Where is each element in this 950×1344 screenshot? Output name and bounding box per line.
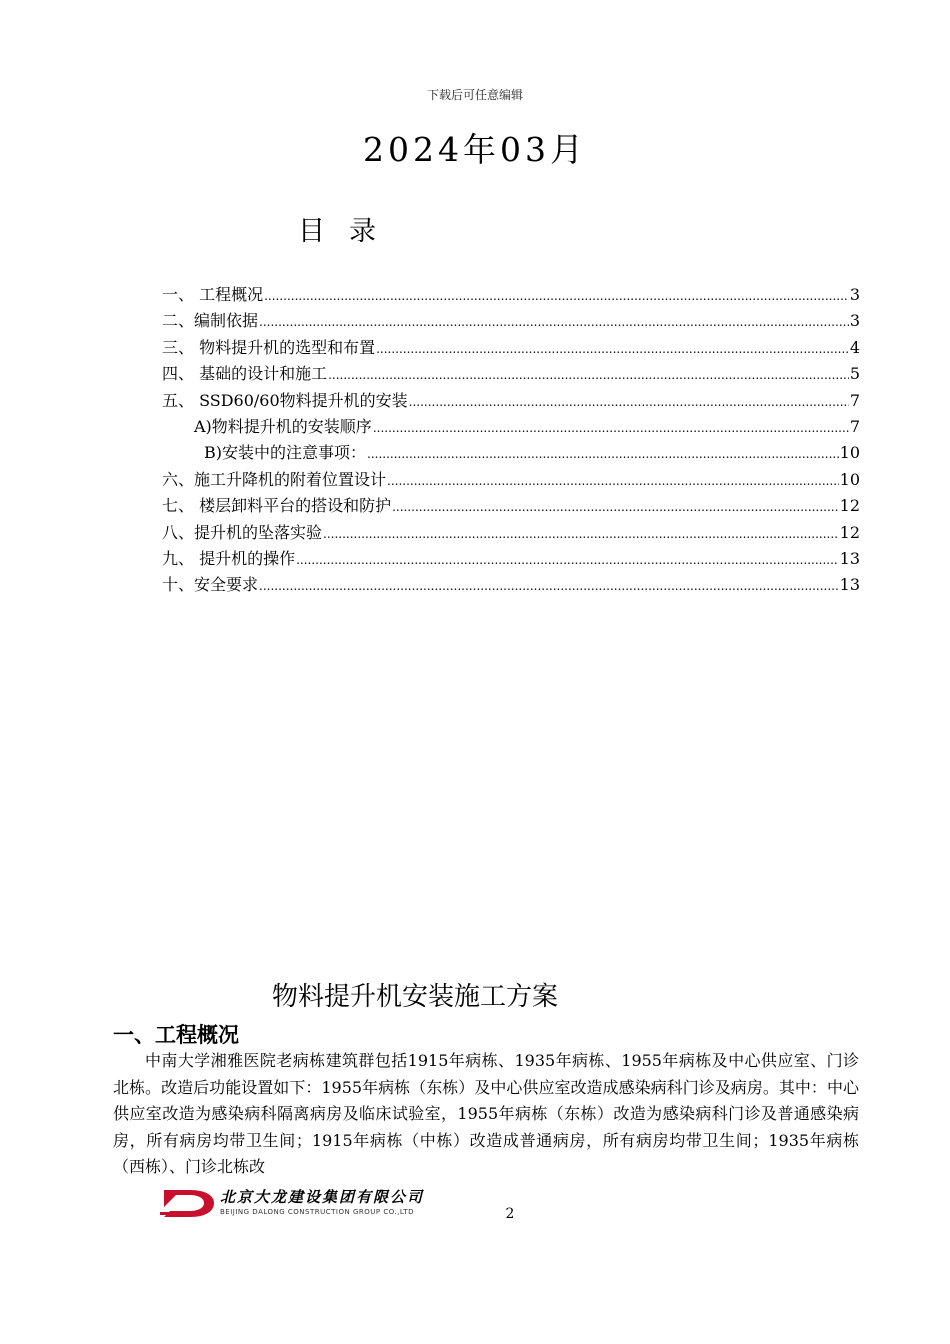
toc-item-label: 一、 工程概况 — [162, 285, 264, 304]
dalong-logo-icon — [160, 1186, 218, 1220]
toc-item-label: B)安装中的注意事项： — [204, 443, 367, 463]
toc-item-page: 7 — [849, 416, 860, 436]
toc-item-page: 4 — [849, 337, 860, 357]
toc-item-page: 3 — [849, 311, 860, 331]
toc-item-label: 四、 基础的设计和施工 — [162, 364, 328, 384]
document-title-text: 物料提升机安装施工方案 — [271, 982, 558, 1012]
document-title — [0, 976, 830, 1013]
toc-item-label: 六、施工升降机的附着位置设计 — [162, 469, 387, 489]
toc-item-label: 九、 提升机的操作 — [162, 548, 296, 568]
toc-title-part1: 目 — [298, 216, 327, 247]
toc-item-label: 十、安全要求 — [162, 575, 259, 595]
toc-item[interactable] — [162, 361, 860, 387]
table-of-contents — [162, 282, 860, 599]
toc-item-label: 三、 物料提升机的选型和布置 — [162, 337, 376, 357]
company-name-cn: 北京大龙建设集团有限公司 — [220, 1188, 425, 1206]
toc-item[interactable] — [162, 493, 860, 519]
toc-item-page: 10 — [839, 443, 860, 463]
toc-item-page: 5 — [849, 364, 860, 384]
toc-item[interactable] — [162, 335, 860, 361]
toc-title — [298, 209, 378, 248]
toc-item-page: 7 — [849, 390, 860, 410]
cover-date: 2024年03月 — [363, 130, 587, 169]
section-body: 中南大学湘雅医院老病栋建筑群包括1915年病栋、1935年病栋、1955年病栋及中心供应室、门诊北栋。改造后功能设置如下：1955年病栋（东栋）及中心供应室改造成感染病科门诊及病房。其中：中心供应室改造为感染病科隔离病房及临床试验室，1955年病栋（东栋）改造为感染病科门诊及普通感染病房，所有病房均带卫生间；1915年病栋（中栋）改造成普通病房，所有病房均带卫生间；1935年病栋（西栋）、门诊北栋改 — [113, 1051, 859, 1177]
toc-item[interactable] — [162, 388, 860, 414]
toc-item-page: 10 — [839, 469, 860, 489]
toc-item[interactable] — [162, 282, 860, 308]
toc-item-page: 13 — [839, 575, 860, 595]
toc-item-page: 12 — [839, 522, 860, 542]
toc-item-page: 13 — [839, 548, 860, 568]
toc-item[interactable] — [162, 546, 860, 572]
toc-item-label: 八、提升机的坠落实验 — [162, 522, 323, 542]
toc-item[interactable] — [162, 520, 860, 546]
section-heading: 一、工程概况 — [113, 1023, 239, 1047]
toc-item-label: 二、编制依据 — [162, 311, 259, 331]
toc-item-label: 七、 楼层卸料平台的搭设和防护 — [162, 496, 392, 516]
toc-item-label: A)物料提升机的安装顺序 — [194, 416, 372, 436]
toc-subitem[interactable] — [162, 414, 860, 440]
toc-item[interactable] — [162, 467, 860, 493]
page-number: 2 — [505, 1206, 515, 1222]
toc-subitem[interactable] — [162, 440, 860, 466]
company-name-en: BEIJING DALONG CONSTRUCTION GROUP CO.,LTD — [220, 1208, 414, 1216]
toc-item-label: 五、 SSD60/60物料提升机的安装 — [162, 390, 408, 410]
toc-item-page: 3 — [849, 285, 860, 304]
toc-item[interactable] — [162, 308, 860, 334]
toc-title-part2: 录 — [349, 216, 378, 247]
header-note: 下载后可任意编辑 — [426, 88, 523, 102]
toc-item-page: 12 — [839, 496, 860, 516]
company-logo — [160, 1186, 425, 1220]
toc-item[interactable] — [162, 572, 860, 598]
